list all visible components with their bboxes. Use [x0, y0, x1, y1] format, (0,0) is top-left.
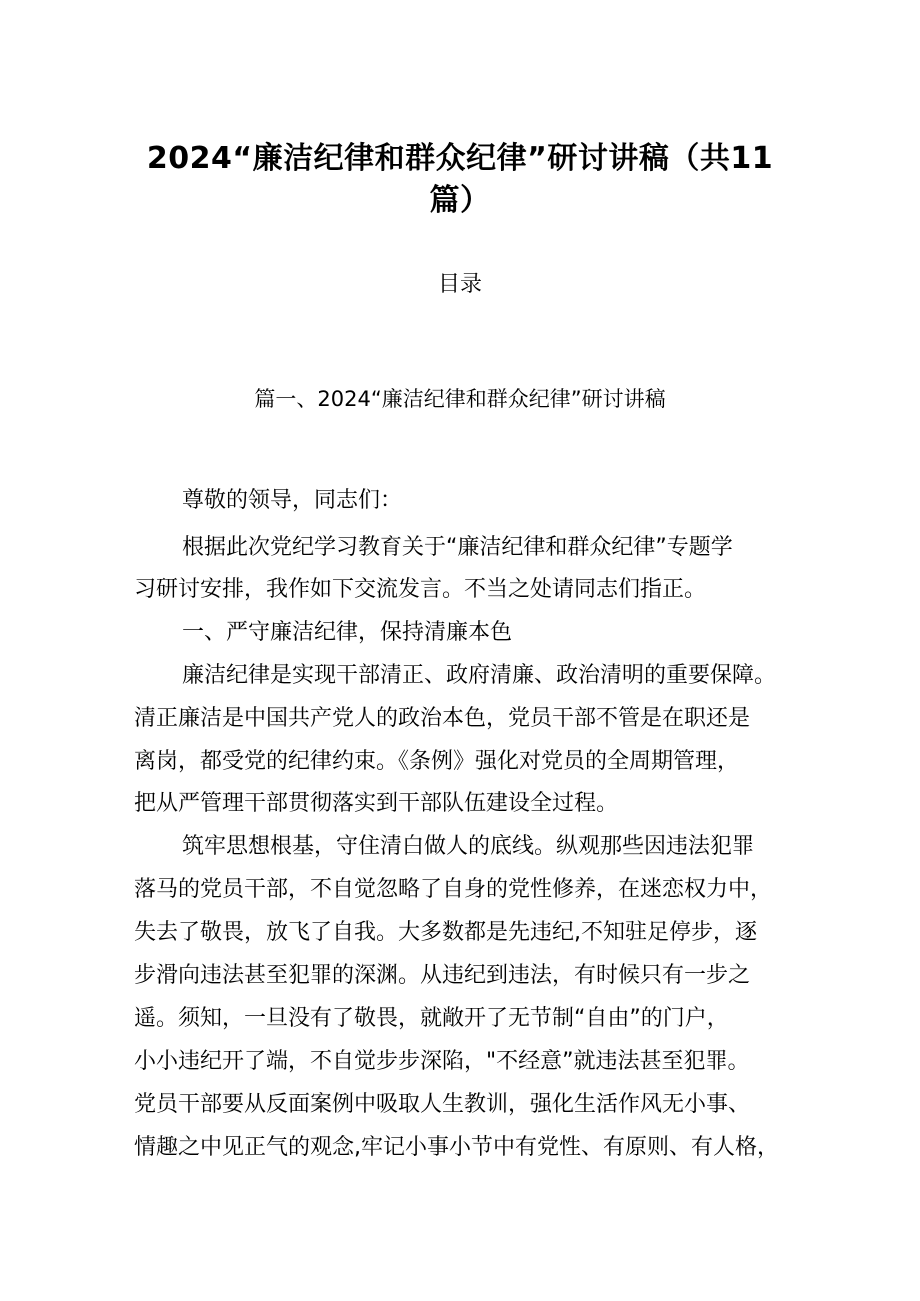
paragraph-line: 情趣之中见正气的观念,牢记小事小节中有党性、有原则、有人格，	[134, 1135, 779, 1160]
paragraph-line: 落马的党员干部，不自觉忽略了自身的党性修养，在迷恋权力中，	[134, 877, 773, 902]
paragraph-line: 小小违纪开了端，不自觉步步深陷，"不经意”就违法甚至犯罪。	[134, 1049, 750, 1074]
paragraph-line: 根据此次党纪学习教育关于“廉洁纪律和群众纪律”专题学	[182, 535, 733, 560]
paragraph-line: 步滑向违法甚至犯罪的深渊。从违纪到违法，有时候只有一步之	[134, 963, 751, 988]
table-of-contents-label: 目录	[437, 272, 482, 297]
paragraph-line: 清正廉洁是中国共产党人的政治本色，党员干部不管是在职还是	[134, 706, 751, 731]
subheading: 一、严守廉洁纪律，保持清廉本色	[182, 620, 513, 645]
paragraph-line: 党员干部要从反面案例中吸取人生教训，强化生活作风无小事、	[134, 1092, 751, 1117]
paragraph-line: 遥。须知，一旦没有了敬畏，就敞开了无节制“自由”的门户，	[134, 1006, 729, 1031]
paragraph-line: 离岗，都受党的纪律约束。《条例》强化对党员的全周期管理，	[134, 749, 740, 774]
salutation: 尊敬的领导，同志们：	[182, 488, 403, 513]
paragraph-line: 习研讨安排，我作如下交流发言。不当之处请同志们指正。	[134, 577, 707, 602]
paragraph-line: 失去了敬畏，放飞了自我。大多数都是先违纪,不知驻足停步，逐	[134, 920, 757, 945]
paragraph-line: 把从严管理干部贯彻落实到干部队伍建设全过程。	[134, 791, 619, 816]
document-title-line-1: 2024“廉洁纪律和群众纪律”研讨讲稿（共11	[146, 141, 774, 176]
document-title-line-2: 篇）	[429, 183, 491, 218]
paragraph-line: 廉洁纪律是实现干部清正、政府清廉、政治清明的重要保障。	[182, 663, 777, 688]
paragraph-line: 筑牢思想根基，守住清白做人的底线。纵观那些因违法犯罪	[182, 834, 755, 859]
section-heading: 篇一、2024“廉洁纪律和群众纪律”研讨讲稿	[254, 387, 666, 411]
